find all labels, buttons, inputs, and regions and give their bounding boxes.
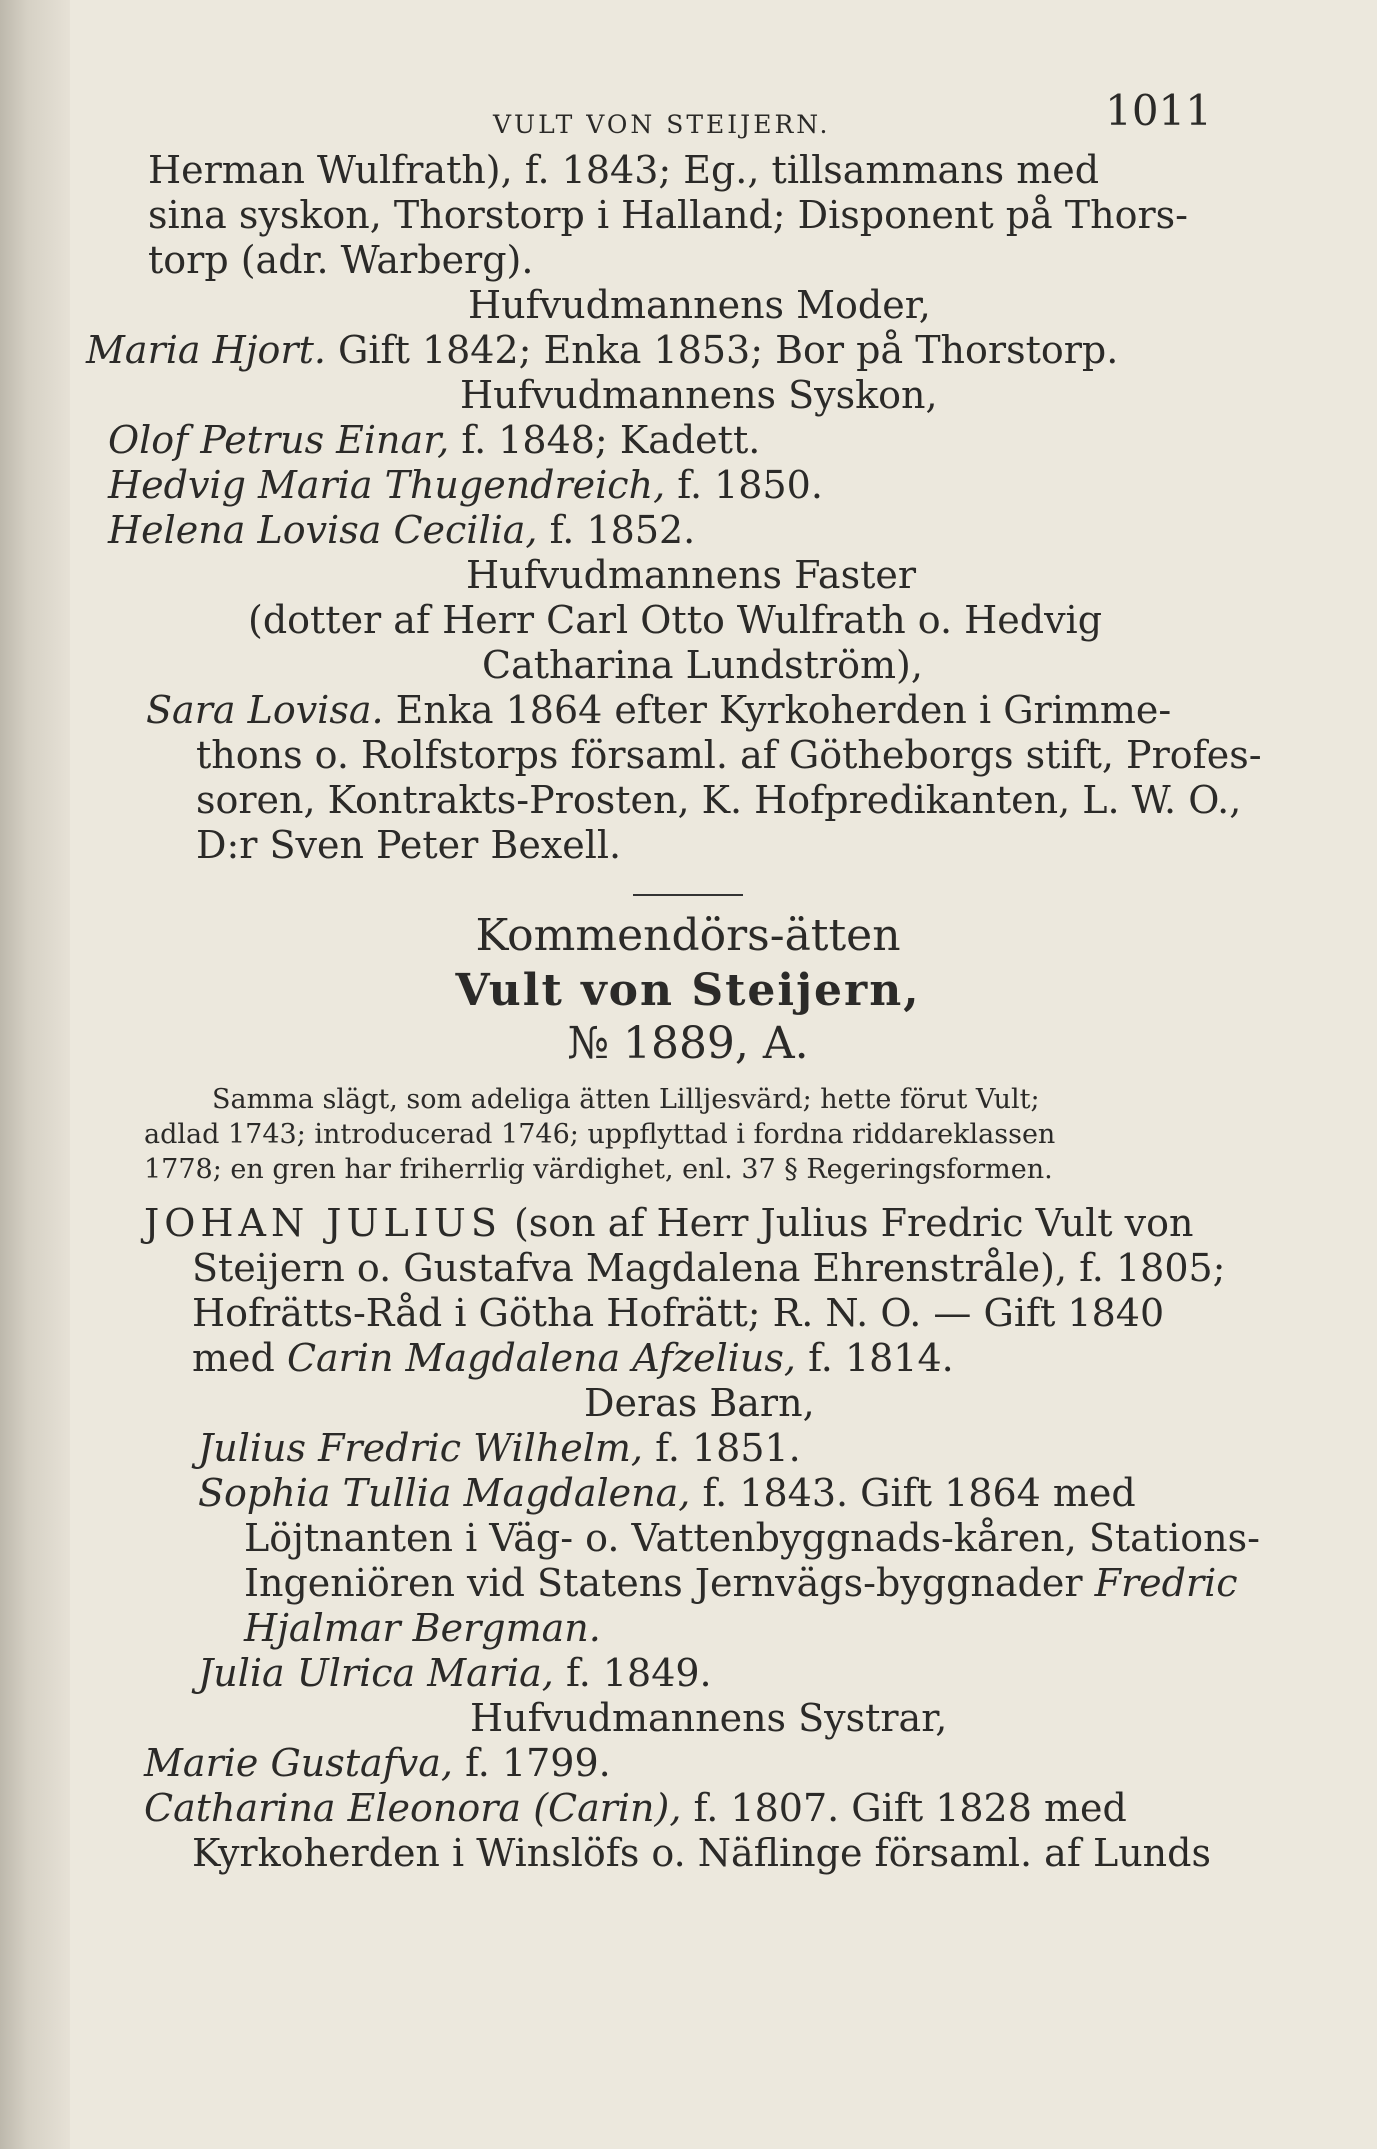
text-line: Herman Wulfrath), f. 1843; Eg., tillsammans med <box>148 148 1100 192</box>
running-head <box>148 88 1228 148</box>
note-line: Samma slägt, som adeliga ätten Lilljesvärd; hette förut Vult; <box>212 1084 1040 1115</box>
person-detail: f. 1799. <box>465 1741 611 1785</box>
person-detail: Gift 1842; Enka 1853; Bor på Thorstorp. <box>338 328 1119 372</box>
text-line: sina syskon, Thorstorp i Halland; Disponent på Thors- <box>148 193 1188 237</box>
person-detail: f. 1851. <box>655 1426 801 1470</box>
text-line: Catharina Lundström), <box>482 643 923 687</box>
text-line <box>86 328 1228 373</box>
text-line <box>144 1336 1228 1381</box>
text-line: Kyrkoherden i Winslöfs o. Näflinge församl. af Lunds <box>192 1831 1211 1875</box>
family-name: Vult von Steijern, <box>455 965 921 1016</box>
text-line: D:r Sven Peter Bexell. <box>196 823 622 867</box>
text-line: soren, Kontrakts-Prosten, K. Hofpredikanten, L. W. O., <box>196 778 1242 822</box>
family-number: № 1889, A. <box>567 1018 809 1069</box>
person-name: Fredric <box>1094 1561 1238 1605</box>
text-line <box>148 1426 1228 1471</box>
person-detail: f. 1814. <box>808 1336 954 1380</box>
text-line <box>144 1741 1228 1786</box>
person-detail: (son af Herr Julius Fredric Vult von <box>513 1201 1194 1245</box>
text-line <box>148 1651 1228 1696</box>
person-name: JOHAN JULIUS <box>144 1201 502 1245</box>
text-line: (dotter af Herr Carl Otto Wulfrath o. Hedvig <box>248 598 1103 642</box>
person-detail: f. 1848; Kadett. <box>461 418 761 462</box>
person-detail: f. 1852. <box>549 508 696 552</box>
person-name: Julius Fredric Wilhelm, <box>198 1426 644 1470</box>
person-detail: Enka 1864 efter Kyrkoherden i Grimme- <box>395 688 1172 732</box>
subheading-siblings: Hufvudmannens Syskon, <box>460 373 938 417</box>
person-name: Catharina Eleonora <box>144 1786 522 1830</box>
text-line: Löjtnanten i Väg- o. Vattenbyggnads-kåren, Stations- <box>244 1516 1260 1560</box>
page-number: 1011 <box>1105 86 1212 135</box>
section-title: Kommendörs-ätten <box>475 910 901 961</box>
text-fragment: med <box>192 1336 275 1380</box>
text-line <box>108 508 1228 553</box>
subheading-children: Deras Barn, <box>584 1381 815 1425</box>
person-name: Helena Lovisa Cecilia, <box>108 508 538 552</box>
text-line: torp (adr. Warberg). <box>148 238 534 282</box>
text-line <box>148 1471 1228 1516</box>
person-name: Julia Ulrica Maria, <box>198 1651 554 1695</box>
person-detail: f. 1807. Gift 1828 med <box>693 1786 1127 1830</box>
person-detail: f. 1843. Gift 1864 med <box>702 1471 1136 1515</box>
text-line <box>108 463 1228 508</box>
person-name: Sara Lovisa. <box>146 688 384 732</box>
subheading-aunt: Hufvudmannens Faster <box>466 553 916 597</box>
subheading-mother: Hufvudmannens Moder, <box>468 283 931 327</box>
text-line <box>146 688 1228 733</box>
person-name: Carin Magdalena Afzelius, <box>286 1336 796 1380</box>
text-line <box>144 1201 1228 1246</box>
person-name: Maria Hjort. <box>86 328 326 372</box>
person-name: Olof Petrus Einar, <box>108 418 450 462</box>
text-line: thons o. Rolfstorps församl. af Götheborgs stift, Profes- <box>196 733 1262 777</box>
text-line: Steijern o. Gustafva Magdalena Ehrenstråle), f. 1805; <box>192 1246 1226 1290</box>
person-nickname: (Carin), <box>533 1786 682 1830</box>
section-divider <box>633 894 743 896</box>
note-line: 1778; en gren har friherrlig värdighet, enl. 37 § Regeringsformen. <box>144 1154 1053 1185</box>
text-line <box>108 418 1228 463</box>
page-binding-shadow <box>0 0 70 2149</box>
subheading-sisters: Hufvudmannens Systrar, <box>470 1696 948 1740</box>
person-name: Hjalmar Bergman. <box>244 1606 601 1650</box>
text-line: Hofrätts-Råd i Götha Hofrätt; R. N. O. — Gift 1840 <box>192 1291 1165 1335</box>
person-name: Sophia Tullia Magdalena, <box>198 1471 691 1515</box>
text-line <box>148 1561 1238 1606</box>
person-detail: f. 1850. <box>677 463 823 507</box>
page-content <box>86 86 1262 1876</box>
note-line: adlad 1743; introducerad 1746; uppflyttad i fordna riddareklassen <box>144 1119 1056 1150</box>
running-title: VULT VON STEIJERN. <box>493 110 831 139</box>
text-line <box>144 1786 1228 1831</box>
person-name: Marie Gustafva, <box>144 1741 453 1785</box>
text-fragment: Ingeniören vid Statens Jernvägs-byggnader <box>244 1561 1083 1605</box>
person-detail: f. 1849. <box>565 1651 712 1695</box>
person-name: Hedvig Maria Thugendreich, <box>108 463 666 507</box>
